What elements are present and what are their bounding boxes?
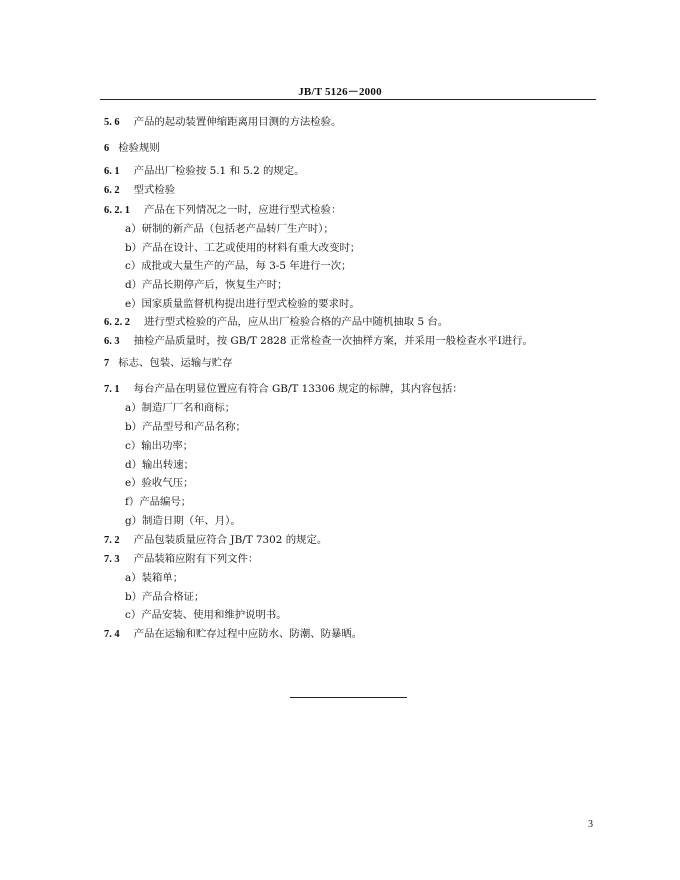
clause-text: a）研制的新产品（包括老产品转厂生产时）； — [125, 223, 334, 235]
clause-number: 7. 4 — [104, 629, 120, 640]
clause-number: 7. 2 — [104, 535, 120, 546]
clause-line — [104, 533, 327, 548]
clause-text: 标志、包装、运输与贮存 — [118, 357, 233, 369]
clause-line — [104, 115, 341, 130]
clause-number: 6. 1 — [104, 166, 120, 177]
end-of-text-rule — [290, 697, 407, 698]
clause-text: a）装箱单； — [125, 572, 184, 584]
clause-text: d）产品长期停产后，恢复生产时； — [125, 279, 288, 291]
clause-line — [104, 183, 175, 198]
clause-number: 6. 2. 1 — [104, 205, 130, 216]
clause-text: e）国家质量监督机构提出进行型式检验的要求时。 — [125, 298, 360, 310]
list-item — [125, 458, 194, 472]
clause-text: 产品包装质量应符合 JB/T 7302 的规定。 — [133, 534, 328, 546]
clause-line — [104, 164, 305, 179]
section-heading — [104, 356, 233, 371]
clause-text: d）输出转速； — [125, 459, 194, 471]
list-item — [125, 590, 204, 604]
clause-text: c）成批或大量生产的产品，每 3-5 年进行一次； — [125, 260, 352, 272]
clause-number: 6. 2 — [104, 185, 120, 196]
clause-text: b）产品型号和产品名称； — [125, 421, 246, 433]
clause-text: e）验收气压； — [125, 477, 194, 489]
list-item — [125, 514, 241, 528]
clause-line — [104, 334, 533, 349]
clause-text: 产品在下列情况之一时，应进行型式检验： — [143, 204, 342, 216]
clause-text: a）制造厂厂名和商标； — [125, 402, 236, 414]
clause-text: g）制造日期（年、月）。 — [125, 515, 241, 527]
section-heading — [104, 141, 160, 156]
clause-text: 抽检产品质量时，按 GB/T 2828 正常检查一次抽样方案，并采用一般检查水平Ⅰ进行。 — [133, 335, 533, 347]
list-item — [125, 297, 360, 311]
clause-number: 5. 6 — [104, 117, 120, 128]
clause-number: 6. 3 — [104, 336, 120, 347]
header-rule — [100, 99, 596, 100]
clause-text: c）产品安装、使用和维护说明书。 — [125, 609, 287, 621]
list-item — [125, 571, 183, 585]
clause-text: 产品在运输和贮存过程中应防水、防潮、防暴晒。 — [133, 628, 363, 640]
clause-text: 型式检验 — [133, 184, 176, 196]
clause-text: c）输出功率； — [125, 440, 194, 452]
clause-line — [104, 203, 341, 218]
document-header: JB/T 5126－2000 — [298, 86, 382, 98]
list-item — [125, 608, 287, 622]
clause-line — [104, 382, 463, 397]
clause-text: 每台产品在明显位置应有符合 GB/T 13306 规定的标牌，其内容包括： — [133, 383, 463, 395]
list-item — [125, 222, 334, 236]
list-item — [125, 420, 246, 434]
clause-text: 产品装箱应附有下列文件： — [133, 553, 259, 565]
list-item — [125, 401, 235, 415]
clause-line — [104, 315, 448, 330]
page-number: 3 — [588, 819, 593, 830]
list-item — [125, 278, 288, 292]
list-item — [125, 241, 360, 255]
list-item — [125, 259, 352, 273]
clause-text: f）产品编号； — [125, 496, 192, 508]
clause-line — [104, 552, 258, 567]
list-item — [125, 439, 193, 453]
clause-text: 检验规则 — [118, 142, 160, 154]
clause-number: 7 — [104, 358, 110, 369]
list-item — [125, 495, 191, 509]
list-item — [125, 476, 194, 490]
clause-number: 6 — [104, 143, 110, 154]
clause-text: 产品的起动装置伸缩距离用目测的方法检验。 — [133, 116, 342, 128]
clause-text: 产品出厂检验按 5.1 和 5.2 的规定。 — [133, 165, 305, 177]
clause-text: 进行型式检验的产品，应从出厂检验合格的产品中随机抽取 5 台。 — [143, 316, 449, 328]
clause-number: 6. 2. 2 — [104, 317, 130, 328]
clause-number: 7. 1 — [104, 384, 120, 395]
clause-text: b）产品合格证； — [125, 591, 205, 603]
clause-text: b）产品在设计、工艺或使用的材料有重大改变时； — [125, 242, 361, 254]
clause-number: 7. 3 — [104, 554, 120, 565]
clause-line — [104, 627, 362, 642]
